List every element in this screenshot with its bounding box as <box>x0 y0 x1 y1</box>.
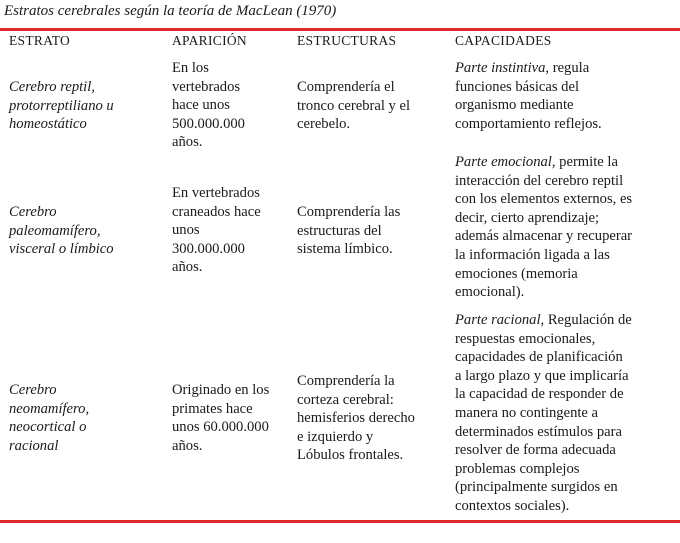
header-capacidades: CAPACIDADES <box>455 33 552 48</box>
table-caption: Estratos cerebrales según la teoría de MacLean (1970) <box>4 3 337 19</box>
row2-aparicion: En vertebrados craneados hace unos 300.000.000 años. <box>172 185 261 276</box>
row3-capacidades: Parte racional, Regulación de respuestas emocionales, capacidades de planificación a largo plazo y que implicaría la capacidad de responder de manera no contingente a determinados estímulos para resolver de forma adecuada problemas complejos (principalmente surgidos en contextos sociales). <box>455 312 632 514</box>
top-rule <box>0 28 680 31</box>
row3-aparicion: Originado en los primates hace unos 60.000.000 años. <box>172 382 270 454</box>
row3-estrato: Cerebro neomamífero, neocortical o racional <box>9 382 90 454</box>
header-estrato: ESTRATO <box>9 33 71 48</box>
header-estructuras: ESTRUCTURAS <box>297 33 397 48</box>
header-aparicion: APARICIÓN <box>172 33 247 48</box>
row1-estrato: Cerebro reptil, protorreptiliano u homeostático <box>9 79 114 133</box>
row2-estructuras: Comprendería las estructuras del sistema límbico. <box>297 204 401 258</box>
row1-capacidades: Parte instintiva, regula funciones básicas del organismo mediante comportamiento reflejos. <box>455 60 602 132</box>
row1-aparicion: En los vertebrados hace unos 500.000.000 años. <box>172 60 245 151</box>
row1-estructuras: Comprendería el tronco cerebral y el cerebelo. <box>297 79 411 133</box>
row2-estrato: Cerebro paleomamífero, visceral o límbico <box>9 204 114 258</box>
row2-capacidades: Parte emocional, permite la interacción del cerebro reptil con los elementos externos, es decir, cierto aprendizaje; además almacenar y recuperar la información ligada a las emociones (memoria emocional). <box>455 154 633 301</box>
bottom-rule <box>0 520 680 523</box>
row3-estructuras: Comprendería la corteza cerebral: hemisferios derecho e izquierdo y Lóbulos frontales. <box>297 373 415 464</box>
